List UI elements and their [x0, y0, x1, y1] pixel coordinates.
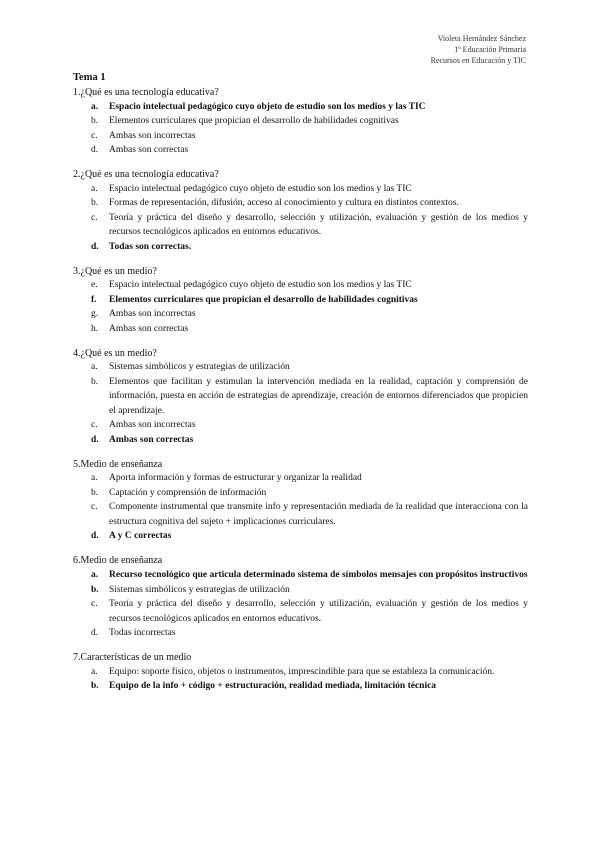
- answer-option: [73, 278, 528, 293]
- option-marker: g.: [91, 309, 99, 320]
- option-marker: d.: [91, 145, 99, 156]
- option-marker: b.: [91, 487, 99, 498]
- answer-options: [73, 182, 528, 255]
- answer-option: [73, 196, 528, 211]
- answer-options: [73, 278, 528, 336]
- question-text: 4.¿Qué es un medio?: [73, 347, 157, 359]
- answer-option: [73, 433, 528, 448]
- question-text: 2.¿Qué es una tecnología educativa?: [73, 169, 219, 181]
- answer-option: [73, 240, 528, 255]
- option-text: Ambas son correctas: [109, 434, 194, 445]
- option-text: Ambas son incorrectas: [109, 420, 196, 431]
- option-marker: b.: [91, 584, 99, 595]
- option-text: Sistemas simbólicos y estrategias de utilización: [109, 584, 290, 595]
- page-header: [431, 33, 526, 66]
- answer-option: [73, 307, 528, 322]
- course-name: 1º Educación Primaria: [454, 45, 526, 54]
- option-marker: c.: [91, 130, 98, 141]
- answer-option: [73, 360, 528, 375]
- question-block: [73, 651, 528, 694]
- question-text: 5.Medio de enseñanza: [73, 458, 163, 470]
- answer-option: [73, 375, 528, 419]
- option-text: Elementos curriculares que propician el desarrollo de habilidades cognitivas: [109, 294, 418, 305]
- option-text: Teoría y práctica del diseño y desarrollo, selección y utilización, evaluación y gestión de los medios y recursos tecnológicos aplicados en entornos educativos.: [109, 212, 528, 238]
- option-marker: a.: [91, 101, 99, 112]
- question-block: [73, 347, 528, 448]
- option-marker: a.: [91, 570, 99, 581]
- option-marker: b.: [91, 681, 99, 692]
- option-marker: f.: [91, 294, 97, 305]
- option-text: Sistemas simbólicos y estrategias de utilización: [109, 362, 290, 373]
- option-text: Recurso tecnológico que articula determinado sistema de símbolos mensajes con propósitos instructivos: [109, 570, 528, 581]
- question-text: 1.¿Qué es una tecnología educativa?: [73, 87, 219, 98]
- option-marker: a.: [91, 362, 98, 373]
- question-block: [73, 265, 528, 337]
- question-list: [73, 86, 528, 694]
- option-marker: a.: [91, 666, 98, 677]
- answer-option: [73, 679, 528, 694]
- option-text: Formas de representación, difusión, acceso al conocimiento y cultura en distintos contextos.: [109, 198, 459, 209]
- answer-options: [73, 568, 528, 641]
- option-text: Todas son correctas.: [109, 241, 192, 252]
- option-text: Elementos que facilitan y estimulan la intervención mediada en la realidad, captación y comprensión de información, puesta en acción de estrategias de aprendizaje, creación de entornos diferenciados que propicien el aprendizaje.: [109, 376, 528, 416]
- answer-option: [73, 211, 528, 240]
- document-body: [73, 71, 528, 704]
- question-block: [73, 458, 528, 544]
- question-text: 6.Medio de enseñanza: [73, 555, 163, 567]
- question-block: [73, 86, 528, 158]
- answer-option: [73, 143, 528, 158]
- option-marker: d.: [91, 241, 99, 252]
- answer-option: [73, 114, 528, 129]
- option-text: Ambas son correctas: [109, 323, 189, 334]
- option-marker: h.: [91, 323, 99, 334]
- option-text: Captación y comprensión de información: [109, 487, 267, 498]
- option-text: Teoría y práctica del diseño y desarrollo, selección y utilización, evaluación y gestión de los medios y recursos tecnológicos aplicados en entornos educativos.: [109, 599, 528, 624]
- option-marker: b.: [91, 198, 99, 209]
- option-marker: c.: [91, 599, 98, 610]
- answer-option: [73, 418, 528, 433]
- option-marker: c.: [91, 502, 98, 513]
- answer-option: [73, 529, 528, 544]
- option-text: Espacio intelectual pedagógico cuyo objeto de estudio son los medios y las TIC: [109, 101, 426, 112]
- answer-options: [73, 360, 528, 447]
- option-marker: c.: [91, 212, 98, 223]
- question-block: [73, 168, 528, 254]
- option-marker: b.: [91, 116, 99, 127]
- option-text: Aporta información y formas de estructurar y organizar la realidad: [109, 473, 362, 484]
- answer-option: [73, 665, 528, 680]
- answer-options: [73, 100, 528, 158]
- option-marker: c.: [91, 420, 98, 431]
- answer-option: [73, 293, 528, 308]
- answer-option: [73, 500, 528, 529]
- question-text: 7.Características de un medio: [73, 652, 192, 664]
- answer-option: [73, 486, 528, 501]
- answer-option: [73, 471, 528, 486]
- option-marker: e.: [91, 280, 98, 291]
- option-text: Componente instrumental que transmite info y representación mediada de la realidad que interacciona con la estructura cognitiva del sujeto + implicaciones curriculares.: [109, 502, 528, 527]
- section-title: Tema 1: [73, 72, 106, 83]
- answer-option: [73, 597, 528, 626]
- answer-option: [73, 100, 528, 115]
- option-marker: b.: [91, 376, 99, 387]
- option-text: Ambas son incorrectas: [109, 130, 196, 141]
- answer-options: [73, 471, 528, 544]
- option-text: Ambas son correctas: [109, 145, 189, 156]
- option-marker: a.: [91, 183, 98, 194]
- option-text: A y C correctas: [109, 531, 172, 542]
- option-marker: d.: [91, 434, 99, 445]
- answer-option: [73, 568, 528, 583]
- option-text: Ambas son incorrectas: [109, 309, 196, 320]
- option-text: Espacio intelectual pedagógico cuyo objeto de estudio son los medios y las TIC: [109, 183, 412, 194]
- question-text: 3.¿Qué es un medio?: [73, 265, 157, 277]
- answer-option: [73, 129, 528, 144]
- option-text: Todas incorrectas: [109, 628, 176, 639]
- option-marker: d.: [91, 628, 99, 639]
- option-text: Equipo: soporte físico, objetos o instrumentos, imprescindible para que se estableza la comunicación.: [109, 666, 495, 677]
- option-marker: a.: [91, 473, 98, 484]
- option-text: Espacio intelectual pedagógico cuyo objeto de estudio son los medios y las TIC: [109, 280, 412, 291]
- subject-name: Recursos en Educación y TIC: [430, 56, 526, 65]
- option-text: Elementos curriculares que propician el desarrollo de habilidades cognitivas: [109, 116, 399, 127]
- answer-option: [73, 182, 528, 197]
- answer-option: [73, 322, 528, 337]
- question-block: [73, 554, 528, 640]
- answer-option: [73, 583, 528, 598]
- answer-options: [73, 665, 528, 694]
- author-name: Violeta Hernández Sánchez: [437, 34, 526, 43]
- answer-option: [73, 626, 528, 641]
- option-marker: d.: [91, 531, 99, 542]
- option-text: Equipo de la info + código + estructuración, realidad mediada, limitación técnica: [109, 681, 437, 692]
